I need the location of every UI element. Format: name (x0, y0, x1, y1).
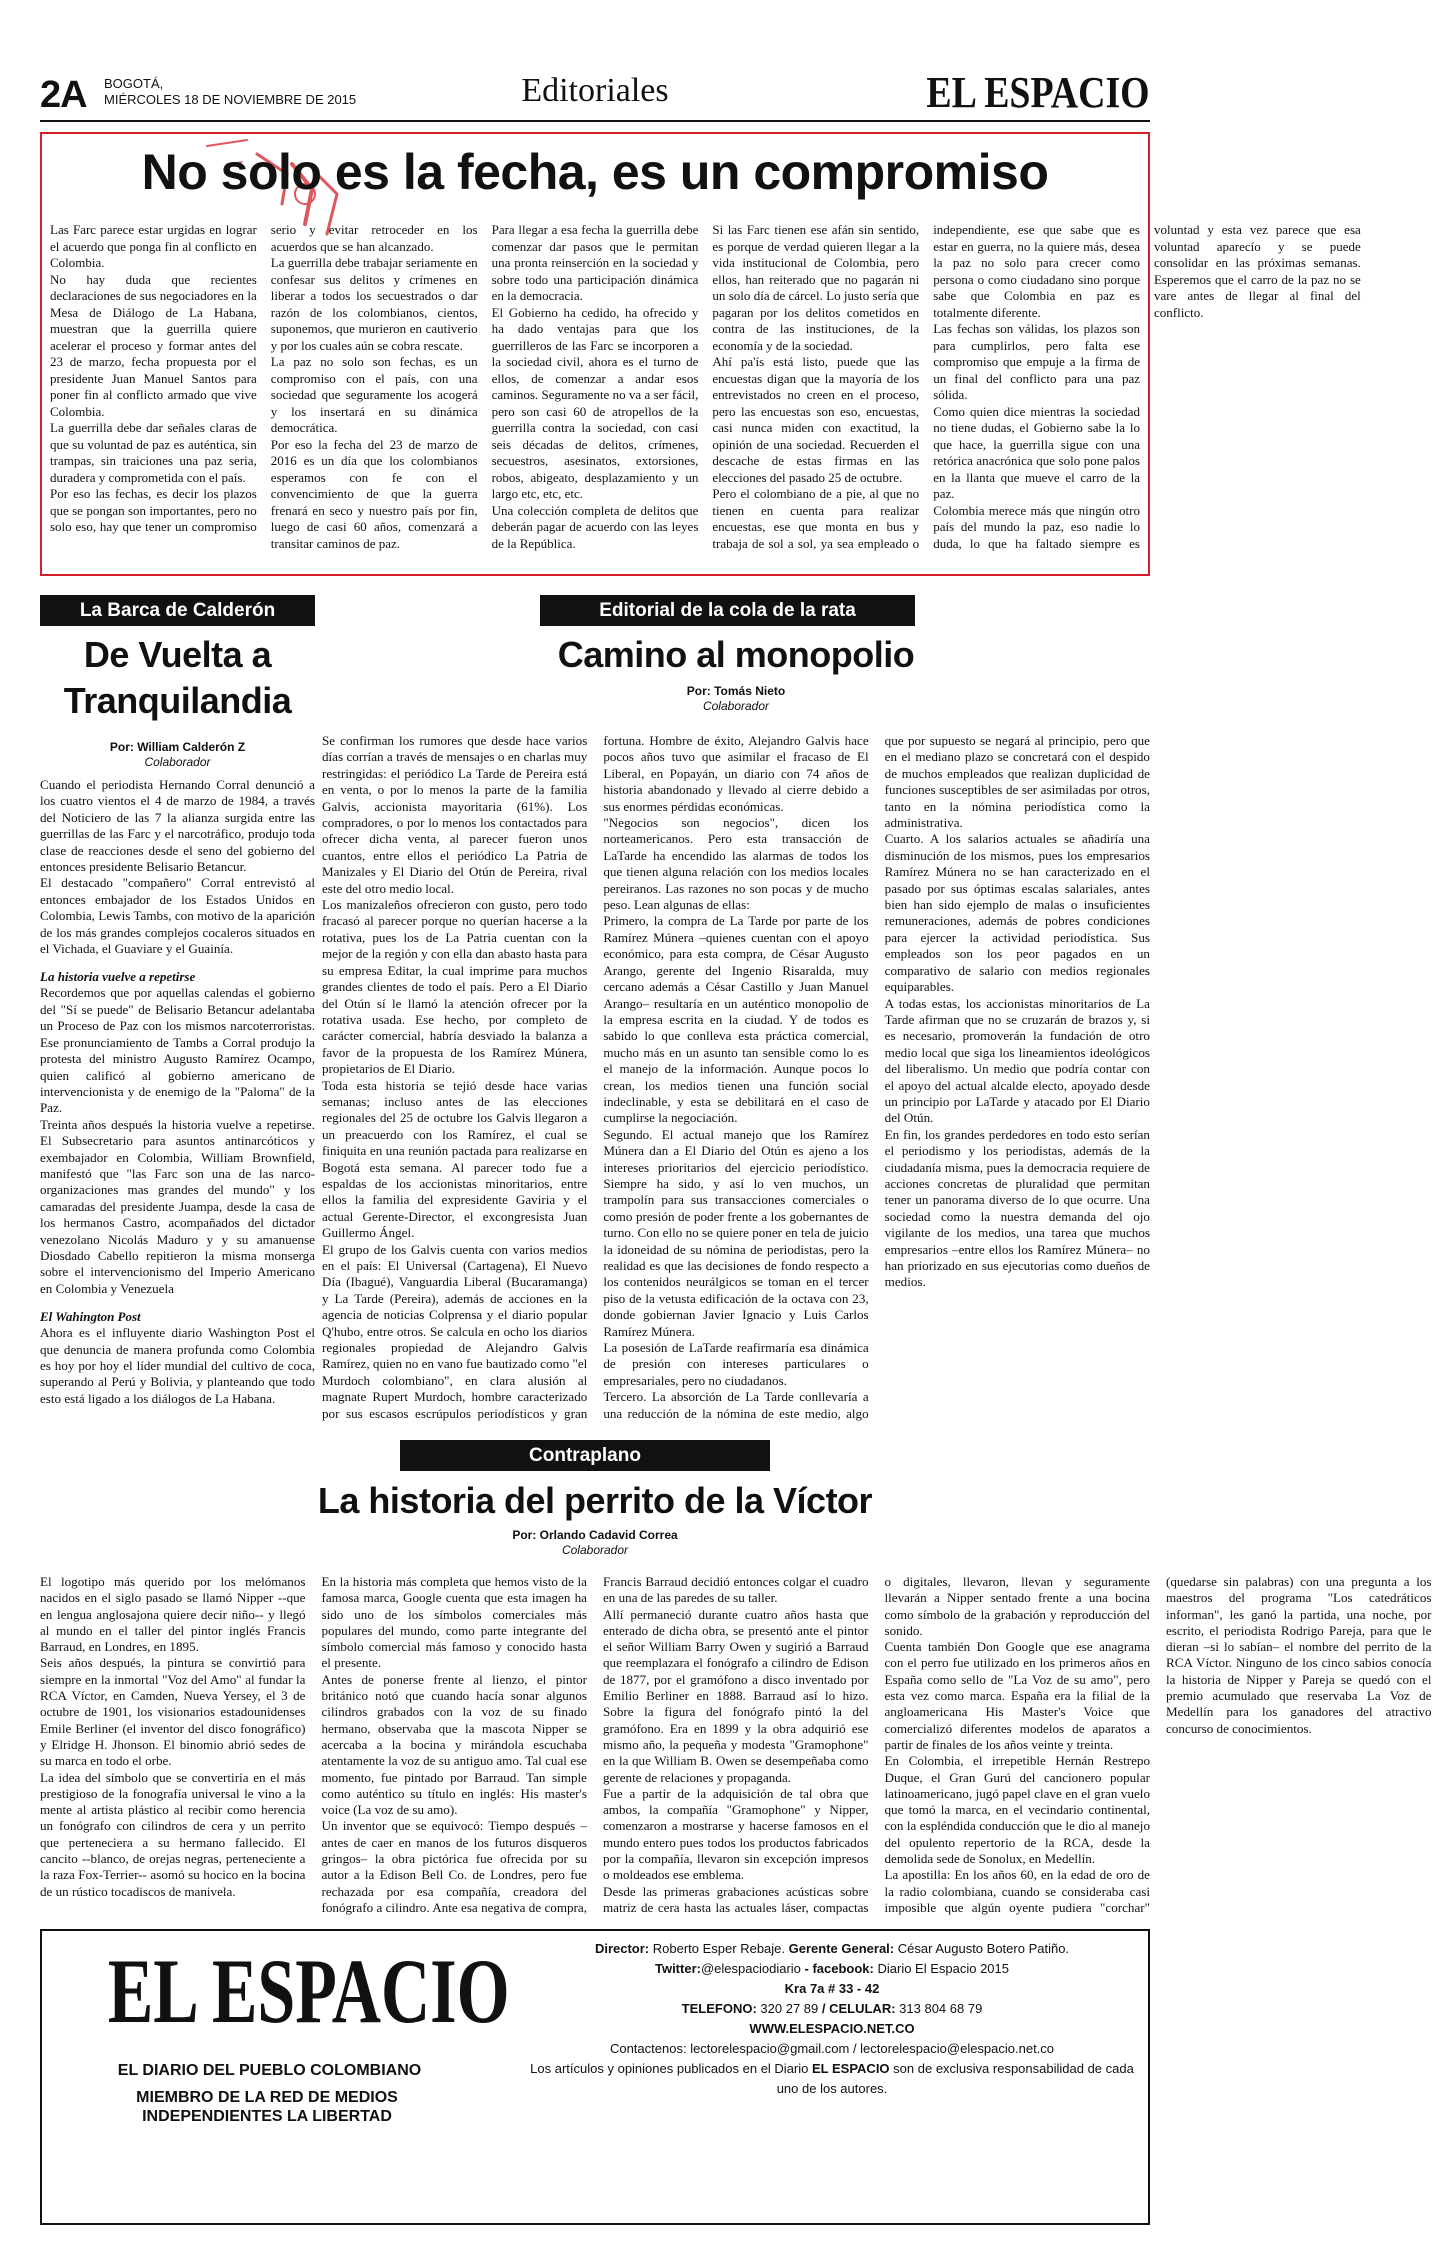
column-body-left (40, 777, 315, 1429)
paragraph: La guerrilla debe trabajar seriamente en confesar sus delitos y crímenes en liberar a todos los secuestrados o dar razón de los colombianos, cientos, suponemos, que murieron en cautiverio y por los cuales aún se cobra rescate. (270, 255, 478, 353)
paragraph: Para llegar a esa fecha la guerrilla debe comenzar dar pasos que le permitan una pronta reinserción en la sociedad y sobre todo una participación dinámica en la democracia. (491, 222, 699, 303)
left-paragraphs-1 (40, 777, 315, 957)
footer-phone-line (522, 1999, 1142, 2019)
footer-contacts-line (522, 2039, 1142, 2059)
paragraph: Tercero. La absorción de La Tarde conllevaría a una reducción de la nómina de este medio, algo que por supuesto se negará al principio, pero que en el mediano plazo se concretará con el despido de muchos empleados que realizan duplicidad de funciones susceptibles de ser asimiladas por otros, tanto en la nómina periodística como la administrativa. (603, 733, 1150, 1421)
paragraph: Los manizaleños ofrecieron con gusto, pero todo fracasó al parecer porque no querían hacerse a la rotativa, pues los de La Patria cuentan con la mejor de la región y con ella dan abasto hasta para su empresa Editar, la cual imprime para muchos grandes clientes de todo el país. Pero a El Diario del Otún sí le llamó la atención ofrecer por la rotativa usada. Ese hecho, por completo de carácter comercial, habría desviado la balanza a favor de la propuesta de los Ramírez Múnera, propietarios de El Diario. (322, 897, 588, 1077)
dateline-city: BOGOTÁ, (104, 76, 164, 91)
paragraph: Como quien dice mientras la sociedad no tiene dudas, el Gobierno sabe la lo que hace, la guerrilla sigue con una retórica anacrónica que solo pone palos en la llanta que mueve el carro de la paz. (933, 403, 1140, 501)
footer-credits (522, 1939, 1142, 2099)
byline-role: Colaborador (144, 755, 211, 769)
paragraph: Pero el colombiano de a pie, al que no tienen en cuenta para realizar encuestas, ese que monta en bus y trabaja de sol a sol, ya sea empleado o independiente, ese que sabe que es estar en guerra, no la quiere más, desea la paz no solo para crecer como persona o como ciudadano sino porque sabe que Colombia en paz es totalmente diferente. (712, 222, 1140, 551)
paragraph: Colombia merece más que ningún otro país del mundo la paz, eso nadie lo duda, lo que ha faltado siempre es voluntad y esta vez parece que esa voluntad aparecío y se puede consolidar en las próximas semanas. Esperemos que el carro de la paz no se vare antes de llegar al final del conflicto. (933, 222, 1361, 551)
paragraph: A todas estas, los accionistas minoritarios de La Tarde afirman que no se cruzarán de brazos y, si es necesario, promoverán la fundación de otro medio local que siga los lineamientos ideológicos del liberalismo. Un medio que podría contar con el apoyo del actual alcalde electo, apoyado desde un principio por LaTarde y atacado por El Diario del Otún. (884, 995, 1150, 1126)
editorial-headline: No solo es la fecha, es un compromiso (141, 144, 1049, 200)
column-body-bottom (40, 1574, 1432, 1920)
paragraph: Un inventor que se equivocó: Tiempo después –antes de caer en manos de los futuros disqueros gringos– la obra pictórica fue ofrecida por su autor a la Edison Bell Co. de Londres, pero fue rechazada por esa compañía, creadora del fonógrafo a cilindro. Ante esa negativa de compra, Francis Barraud decidió entonces colgar el cuadro en una de las paredes de su taller. (321, 1574, 869, 1915)
cell-label: / CELULAR: (821, 2001, 896, 2016)
paragraph: Las fechas son válidas, los plazos son para cumplirlos, pero falta ese compromiso que empuje a la firma de un final del conflicto para una paz sólida. (933, 321, 1140, 402)
cell-number: 313 804 68 79 (899, 2001, 983, 2016)
footer-member: MIEMBRO DE LA RED DE MEDIOS INDEPENDIENTES LA LIBERTAD (136, 2089, 398, 2125)
phone-number: 320 27 89 (760, 2001, 819, 2016)
masthead-logo: EL ESPACIO (926, 68, 1150, 117)
manager-label: Gerente General: (788, 1941, 895, 1956)
paragraph: El Gobierno ha cedido, ha ofrecido y ha dado ventajas para que los guerrilleros de las Farc se incorporen a la sociedad civil, ahora es el turno de ellos, de comenzar a andar esos caminos. Seguramente no va a ser fácil, pero son casi 60 de atropellos de la guerrilla contra la sociedad, con casi seis décadas de delitos, crímenes, secuestros, asesinatos, extorsiones, robos, abigeato, desplazamiento y un largo etc, etc, etc. (491, 304, 699, 501)
paragraph: Seis años después, la pintura se convirtió para siempre en la inmortal "Voz del Amo" al fundar la RCA Víctor, en Camden, Nueva Yersey, el 3 de octubre de 1901, los visionarios estadounidenses Emile Berliner (el inventor del disco fonográfico) y Elridge H. Jhonson. El binomio abrió sedes de su marca en todo el orbe. (40, 1655, 306, 1769)
footer-logo: EL ESPACIO (107, 1940, 510, 2042)
footer-website-link[interactable]: WWW.ELESPACIO.NET.CO (749, 2021, 915, 2036)
footer-social-line (522, 1959, 1142, 1979)
paragraph: Cuenta también Don Google que ese anagrama con el perro fue utilizado en los primeros años en España como sello de "La Voz de su amo", pero esta vez como marca. España era la filial de la angloamericana His Master's Voice que comercializó diferentes modelos de aparatos a partir de finales de los años veinte y treinta. (884, 1639, 1150, 1752)
paragraph: El grupo de los Galvis cuenta con varios medios en el país: El Universal (Cartagena), El Nuevo Día (Ibagué), Vanguardia Liberal (Bucaramanga) y La Tarde (Pereira), además de acciones en la agencia de noticias Colprensa y el diario popular Q'hubo, entre otros. Se calcula en ocho los diarios regionales propiedad de Alejandro Galvis Ramírez, quien no en vano fue bautizado como "el Murdoch colombiano", en clara alusión al magnate Rupert Murdoch, hombre caracterizado por sus escasos escrúpulos periodísticos y gran fortuna. Hombre de éxito, Alejandro Galvis hace pocos años tuvo que asimilar el fracaso de El Liberal, en Popayán, un diario con 74 años de historia abandonado y llevado al cierre debido a sus enormes pérdidas económicas. (322, 733, 869, 1421)
paragraph: La paz no solo son fechas, es un compromiso con el país, con una sociedad que seguramente los acogerá y los insertará en su dinámica democrática. (270, 354, 478, 435)
paragraph: "Negocios son negocios", dicen los norteamericanos. Pero esta transacción de LaTarde ha encendido las alarmas de todos los que tienen alguna relación con los medios locales pereiranos. Las razones no son pocas y de mucho peso. Lean algunas de ellas: (603, 815, 869, 913)
byline-author: Por: William Calderón Z (109, 740, 246, 754)
byline-bottom (40, 1528, 1150, 1558)
column-kicker-left: La Barca de Calderón (40, 595, 315, 626)
facebook-page[interactable]: Diario El Espacio 2015 (877, 1961, 1010, 1976)
left-subhead-1: La historia vuelve a repetirse (40, 969, 196, 985)
paragraph: La idea del símbolo que se convertiría en el más prestigioso de la fonografía universal le vino a la mente al artista plástico al recibir como herencia un fonógrafo con cilindros de cera y un perrito que perteneciera a su hermano fallecido. El cancito --blanco, de orejas negras, perteneciente a la raza Fox-Terrier-- asomó su hocico en la bocina de un rústico tocadiscos de manivela. (40, 1769, 306, 1899)
footer-disclaimer (522, 2059, 1142, 2099)
paragraph: La guerrilla debe dar señales claras de que su voluntad de paz es auténtica, sin trampas, sin traiciones una paz seria, duradera y comprometida con el país. (50, 420, 257, 485)
byline-author: Por: Tomás Nieto (686, 684, 786, 698)
paragraph: Cuando el periodista Hernando Corral denunció a los cuatro vientos el 4 de marzo de 1984, a través del Noticiero de las 7 la alianza surgida entre las guerrillas de las Farc y el narcotráfico, produjo toda clase de reacciones desde el seno del gobierno del entonces presidente Belisario Betancur. (40, 777, 315, 875)
paragraph: En fin, los grandes perdedores en todo esto serían el periodismo y los periodistas, además de la ciudadanía misma, pues la democracia requiere de acciones concretas de pluralidad que permitan tener un panorama diverso de lo que ocurre. Una sociedad como la nuestra demanda del ojo vigilante de los medios, una tarea que muchos empresarios –entre ellos los Ramírez Múnera– no han priorizado en sus ejecutorias como dueños de medios. (884, 1126, 1150, 1290)
paragraph: Treinta años después la historia vuelve a repetirse. El Subsecretario para asuntos antinarcóticos y exembajador en Colombia, William Brownfield, manifestó que "las Farc son una de las narco-organizaciones mas grandes del mundo" y los camaradas del presidente Juampa, desde la casa de los hermanos Castro, acompañados del dictador venezolano Nicolás Maduro y y su amanuense Diosdado Cabello repitieron la misma monserga sobre el intervencionismo del Imperio Americano en Colombia y Venezuela (40, 1116, 315, 1296)
editorial-frame (40, 132, 1361, 576)
disclaimer-brand: EL ESPACIO (812, 2061, 890, 2076)
column-headline-bottom: La historia del perrito de la Víctor (317, 1480, 873, 1521)
paragraph: La posesión de LaTarde reafirmaría esa dinámica de presión con intereses particulares o empresariales, pero no ciudadanos. (603, 1340, 869, 1388)
paragraph: El destacado "compañero" Corral entrevistó al entonces embajador de los Estados Unidos en Colombia, Lewis Tambs, con motivo de la aparición de los más grandes complejos cocaleros situados en el Vichada, el Guaviare y el Guainía. (40, 875, 315, 957)
twitter-label: Twitter: (654, 1961, 701, 1976)
director-name: Roberto Esper Rebaje. (652, 1941, 786, 1956)
paragraph: Fue a partir de la adquisición de tal obra que ambos, la compañía "Gramophone" y Nipper, comenzaron a mostrarse y hacerse famosos en el mundo entero pues todos los productos fabricados por la compañía, llevaron sin excepción impresos o moldeados ese emblema. (603, 1785, 869, 1883)
column-kicker-bottom: Contraplano (400, 1440, 770, 1471)
byline-role: Colaborador (561, 1543, 629, 1557)
twitter-handle[interactable]: @elespaciodiario (700, 1961, 801, 1976)
editorial-body (50, 222, 1361, 568)
contacts-label: Contactenos: (609, 2041, 687, 2056)
paragraph: En la historia más completa que hemos visto de la famosa marca, Google cuenta que esta imagen ha sido uno de los símbolos comerciales más populares del mundo, como parte integrante del símbolo comercial más famoso y conocido hasta el presente. (321, 1574, 587, 1671)
paragraph: Toda esta historia se tejió desde hace varias semanas; incluso antes de las elecciones regionales del 25 de octubre los Galvis llegaron a un preacuerdo con los Ramírez, el cual se finiquita en una reunión pactada para realizarse en Bogotá esta semana. Al parecer todo fue a espaldas de los accionistas minoritarios, entre ellos la familia del expresidente Gaviria y el actual Gerente-Director, el excongresista Juan Guillermo Ángel. (322, 1077, 588, 1241)
byline-role: Colaborador (702, 699, 770, 713)
facebook-label: - facebook: (804, 1961, 874, 1976)
paragraph: Una colección completa de delitos que deberán pagar de acuerdo con las leyes de la República. (491, 502, 699, 551)
column-body-right (322, 733, 1150, 1429)
disclaimer-part-b: son de exclusiva responsabilidad de cada uno de los autores. (776, 2061, 1134, 2096)
paragraph: Por eso la fecha del 23 de marzo de 2016 es un día que los colombianos esperamos con fe con el convencimiento de que la guerra frenará en seco y nuestro país por fin, luego de casi 60 años, comenzará a transitar caminos de paz. (270, 436, 478, 551)
paragraph: Si las Farc tienen ese afán sin sentido, es porque de verdad quieren llegar a la vida institucional de Colombia, pero ellos, han reiterado que no pagarán ni un solo día de cárcel. Lo justo sería que pagaran por los delitos cometidos en contra de las instituciones, de la economía y de la sociedad. (712, 222, 920, 353)
footer-address: Kra 7a # 33 - 42 (784, 1981, 880, 1996)
paragraph: Segundo. El actual manejo que los Ramírez Múnera dan a El Diario del Otún es ajeno a los intereses prioritarios del ejercicio periodístico. Siempre ha sido, y así lo ven muchos, un trampolín para sus transacciones comerciales o como presión de poder frente a los gobernantes de turno. Con ello no se quiere poner en tela de juicio la idoneidad de su nómina de periodistas, pero la realidad es que las decisiones de fondo respecto a los contenidos neurálgicos se toman en el tercer piso de la vetusta edificación de la octava con 23, donde gobiernan Javier Ignacio y Luis Carlos Ramírez Múnera. (603, 1126, 869, 1339)
paragraph: En Colombia, el irrepetible Hernán Restrepo Duque, el Gran Gurú del cancionero popular latinoamericano, jugó papel clave en el gran vuelo que tomó la marca, en el vecindario continental, con la espléndida conducción que le dio al manejo del opulento repertorio de la RCA, desde la demolida sede de Sonolux, en Medellín. (884, 1753, 1150, 1867)
disclaimer-part-a: Los artículos y opiniones publicados en el Diario (530, 2061, 809, 2076)
byline-author: Por: Orlando Cadavid Correa (512, 1528, 678, 1542)
page-header (40, 68, 1150, 122)
paragraph: Por eso las fechas, es decir los plazos que se pongan son importantes, pero no solo eso, hay que tener un compromiso serio y evitar retroceder en los acuerdos que se han alcanzado. (50, 222, 478, 534)
paragraph: El logotipo más querido por los melómanos nacidos en el siglo pasado se llamó Nipper --que en lengua anglosajona quiere decir niño-- y llegó al mundo en el taller del pintor inglés Francis Barraud, en Londres, en 1895. (40, 1574, 306, 1655)
footer-tagline: EL DIARIO DEL PUEBLO COLOMBIANO (117, 2062, 422, 2079)
paragraph: Recordemos que por aquellas calendas el gobierno del "Sí se puede" de Belisario Betancur adelantaba un Proceso de Paz con los mismos narcoterroristas. Ese pronunciamiento de Tambs a Corral produjo la protesta del ministro Augusto Ramírez Ocampo, quien calificó al gobierno americano de intervencionista y de enemigo de la "Paloma" de la Paz. (40, 985, 315, 1116)
section-title: Editoriales (521, 72, 669, 109)
byline-left (40, 740, 315, 770)
paragraph: Antes de ponerse frente al lienzo, el pintor británico notó que cuando hacía sonar algunos cilindros grabados con la voz de su finado hermano, observaba que la mascota Nipper se acercaba a la bocina y mirándola escuchaba atentamente la voz de su antiguo amo. Tal cual ese momento, fue pintado por Barraud. Tan simple como auténtico su título en inglés: His master's voice (La voz de su amo). (321, 1671, 587, 1818)
paragraph: No hay duda que recientes declaraciones de sus negociadores en la Mesa de Diálogo de La Habana, muestran que la guerrilla quiere acelerar el proceso y formar antes del 23 de marzo, fecha propuesta por el presidente Juan Manuel Santos para poner fin al conflicto armado que vive Colombia. (50, 271, 257, 419)
byline-right (322, 684, 1150, 714)
paragraph: Cuarto. A los salarios actuales se añadiría una disminución de los mismos, pues los empresarios Ramírez Múnera no se han caracterizado en el pasado por sus óptimas escalas salariales, antes bien han sido ejemplo de malas o insuficientes remuneraciones, además de pobres condiciones para ejercer la actividad periodística. Sus empleados son los peor pagados en un comparativo de salario con medios regionales equiparables. (884, 831, 1150, 995)
left-paragraphs-3 (40, 1325, 315, 1407)
left-paragraphs-2 (40, 985, 315, 1297)
contacts-emails[interactable]: lectorelespacio@gmail.com / lectorelespacio@elespacio.net.co (690, 2041, 1055, 2056)
paragraph: La apostilla: En los años 60, en la edad de oro de la radio colombiana, cuando se consideraba casi imposible que algún oyente pudiera "corchar" (quedarse sin palabras) con una pregunta a los maestros del programa "Los catedráticos informan", les ganó la partida, una noche, por escrito, el periodista Rodrigo Pareja, para que le dieran –si lo sabían– el nombre del perrito de la RCA Víctor. Ninguno de los cinco sabios conocía la historia de Nipper y Pareja se quedó con el premio acumulado que reservaba La Voz de Medellín para los ganadores del atractivo concurso de conocimientos. (884, 1574, 1432, 1915)
paragraph: Se confirman los rumores que desde hace varios días corrían a través de mensajes o en charlas muy restringidas: el periódico La Tarde de Pereira está en venta, o por lo menos la parte de la familia Galvis, accionista mayoritaria (61%). Los compradores, o por lo menos los contactados para ofrecer dicha venta, al parecer fueron unos cuantos, entre ellos el periódico La Patria de Manizales y El Diario del Otún de Pereira, rival este del otro medio local. (322, 733, 588, 896)
footer-box (40, 1929, 1150, 2225)
paragraph: Ahí pa'ís está listo, puede que las encuestas digan que la mayoría de los entrevistados no creen en el proceso, pero las encuestas son eso, encuestas, casi nunca miden con exactitud, la opinión de una sociedad. Recuerden el descache de estas firmas en las elecciones del pasado 25 de octubre. (712, 354, 920, 485)
column-headline-left: De Vuelta a Tranquilandia (63, 634, 292, 721)
paragraph: Primero, la compra de La Tarde por parte de los Ramírez Múnera –quienes cuentan con el apoyo económico, para esta compra, de César Augusto Arango, gerente del Ingenio Risaralda, muy cercano además a César Castillo y Juan Manuel Arango– resultaría en un auténtico monopolio de la empresa escrita en la ciudad. Y de todos es sabido lo que conlleva esta práctica comercial, mucho más en un asunto tan sensible como lo es el manejo de la información. Aunque pocos lo crean, los medios tienen una función social indeclinable, y esta se debilitará en el caso de cumplirse la negociación. (603, 913, 869, 1126)
paragraph: Allí permaneció durante cuatro años hasta que enterado de dicha obra, se presentó ante el pintor el señor William Barry Owen y sugirió a Barraud que reemplazara el fonógrafo a cilindro de Edison de 1877, por el gramófono a disco inventado por Emilio Berliner en 1888. Barraud así lo hizo. Sobre la figura del fonógrafo pintó la del gramófono. Era en 1899 y la obra adquirió ese mismo año, la pequeña y modesta "Gramophone" en la que William B. Owen se desempeñaba como gerente de relaciones y propaganda. (603, 1606, 869, 1785)
paragraph: Ahora es el influyente diario Washington Post el que denuncia de manera profunda como Colombia es hoy por hoy el líder mundial del cultivo de coca, superando al Perú y Bolivia, y planteando que todo esto está ligado a los diálogos de La Habana. (40, 1325, 315, 1406)
paragraph: Las Farc parece estar urgidas en lograr el acuerdo que ponga fin al conflicto en Colombia. (50, 222, 257, 270)
phone-label: TELEFONO: (681, 2001, 757, 2016)
manager-name: César Augusto Botero Patiño. (897, 1941, 1070, 1956)
dateline-date: MIÉRCOLES 18 DE NOVIEMBRE DE 2015 (104, 92, 357, 107)
column-kicker-right: Editorial de la cola de la rata (540, 595, 915, 626)
director-label: Director: (594, 1941, 650, 1956)
left-subhead-2: El Wahington Post (40, 1309, 141, 1325)
column-headline-right: Camino al monopolio (557, 634, 915, 675)
footer-director-line (522, 1939, 1142, 1959)
paragraph: Desde las primeras grabaciones acústicas sobre matriz de cera hasta las actuales láser, compactas o digitales, llevaron, llevan y seguramente llevarán a Nipper sentado frente a una bocina como símbolo de la grabación y reproducción del sonido. (603, 1574, 1150, 1915)
page-number: 2A (40, 74, 87, 116)
